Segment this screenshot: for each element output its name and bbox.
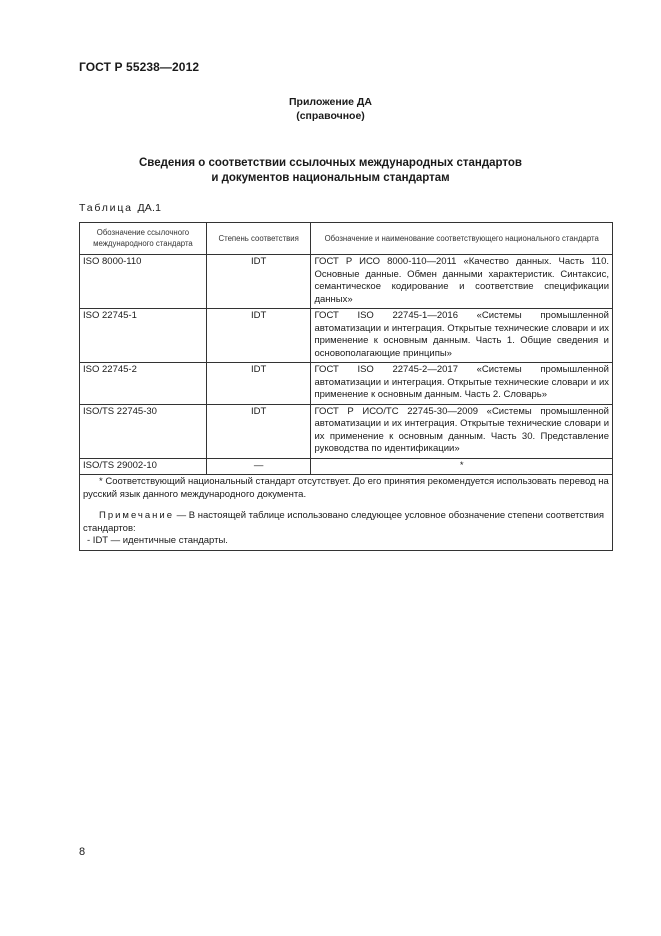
cell-national: ГОСТ ISO 22745-1—2016 «Системы промышленной автоматизации и интеграция. Открытые технические словари и их применение к основным данным. Часть 1. Общие сведения и основополагающие принципы» <box>311 309 613 363</box>
cell-national: ГОСТ Р ИСО/ТС 22745-30—2009 «Системы промышленной автоматизации и их интеграция. Открытые технические словари и их применение к основным данным. Часть 30. Представление руководства по идентификации» <box>311 404 613 458</box>
page-number: 8 <box>79 846 86 858</box>
header-degree: Степень соответствия <box>206 223 311 255</box>
section-title-line-1: Сведения о соответствии ссылочных международных стандартов <box>138 157 522 169</box>
section-title <box>0 156 661 185</box>
cell-designation: ISO/TS 29002-10 <box>80 458 207 475</box>
cell-degree: IDT <box>206 309 311 363</box>
cell-degree: — <box>206 458 311 475</box>
table-row <box>80 458 613 475</box>
cell-degree: IDT <box>206 255 311 309</box>
correspondence-table <box>79 222 613 551</box>
table-caption-number: ДА.1 <box>137 202 162 214</box>
note-item: - IDT — идентичные стандарты. <box>87 535 228 546</box>
cell-national: ГОСТ Р ИСО 8000-110—2011 «Качество данных. Часть 110. Основные данные. Обмен данными характеристик. Синтаксис, семантическое кодирование и соответствие спецификации данных» <box>311 255 613 309</box>
table-row <box>80 363 613 405</box>
annex-title: Приложение ДА <box>289 96 372 108</box>
annex-note: (справочное) <box>296 110 365 122</box>
cell-designation: ISO 22745-2 <box>80 363 207 405</box>
table-note <box>83 510 609 535</box>
cell-degree: IDT <box>206 363 311 405</box>
cell-national: ГОСТ ISO 22745-2—2017 «Системы промышленной автоматизации и интеграция. Открытые технические словари и их применение к основным данным. Часть 2. Словарь» <box>311 363 613 405</box>
header-national: Обозначение и наименование соответствующего национального стандарта <box>311 223 613 255</box>
table-caption <box>79 202 161 214</box>
document-code: ГОСТ Р 55238—2012 <box>79 60 200 74</box>
table-footnote-row <box>80 475 613 551</box>
table-row <box>80 255 613 309</box>
table-footnote: * Соответствующий национальный стандарт отсутствует. До его принятия рекомендуется использовать перевод на русский язык данного международного документа. <box>83 476 609 500</box>
cell-national: * <box>311 458 613 475</box>
cell-designation: ISO 8000-110 <box>80 255 207 309</box>
table-row <box>80 309 613 363</box>
cell-designation: ISO/TS 22745-30 <box>80 404 207 458</box>
note-text: — В настоящей таблице использовано следующее условное обозначение степени соответствия стандартов: <box>83 510 605 534</box>
cell-designation: ISO 22745-1 <box>80 309 207 363</box>
table-caption-label: Таблица <box>79 202 133 214</box>
table-row <box>80 404 613 458</box>
section-title-line-2: и документов национальным стандартам <box>211 171 450 184</box>
cell-degree: IDT <box>206 404 311 458</box>
note-label: Примечание <box>99 510 174 521</box>
header-designation: Обозначение ссылочного международного стандарта <box>80 223 207 255</box>
table-header-row <box>80 223 613 255</box>
footnote-cell <box>80 475 613 551</box>
